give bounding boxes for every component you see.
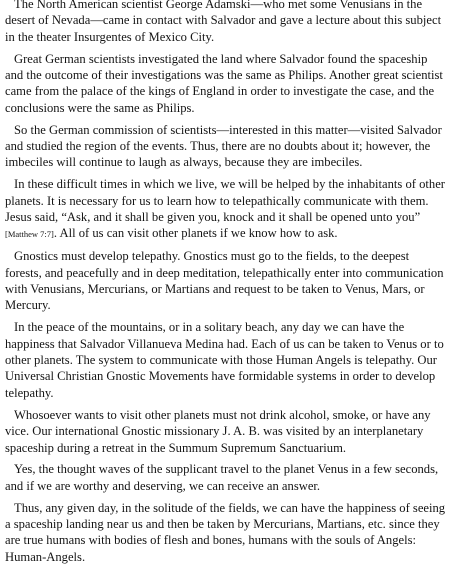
paragraph-peace-mountains: In the peace of the mountains, or in a solitary beach, any day we can have the happiness that Salvador Villanueva Medina had. Each of us can be taken to Venus or to other planets. The system to communicate with those Human Angels is telepathy. Our Universal Christian Gnostic Movements have formidable systems in order to develop telepathy. xyxy=(5,319,447,401)
bible-citation: [Matthew 7:7] xyxy=(5,229,54,239)
paragraph-whosoever: Whosoever wants to visit other planets must not drink alcohol, smoke, or have any vice. Our international Gnostic missionary J. A. B. was visited by an interplanetary spaceship during a retreat in the Summum Supremum Sanctuarium. xyxy=(5,407,447,456)
paragraph-thought-waves: Yes, the thought waves of the supplicant travel to the planet Venus in a few seconds, and if we are worthy and deserving, we can receive an answer. xyxy=(5,461,447,494)
paragraph-text: In these difficult times in which we live, we will be helped by the inhabitants of other planets. It is necessary for us to learn how to telepathically communicate with them. Jesus said, “Ask, and it shall be given you, knock and it shall be opened unto you” xyxy=(5,177,445,224)
paragraph-german-scientists: Great German scientists investigated the land where Salvador found the spaceship and the outcome of their investigations was the same as Philips. Another great scientist came from the palace of the kings of England in order to investigate the case, and the conclusions were the same as Philips. xyxy=(5,51,447,117)
paragraph-gnostics-telepathy: Gnostics must develop telepathy. Gnostics must go to the fields, to the deepest forests, and peacefully and in deep meditation, telepathically enter into communication with Venusians, Mercurians, or Martians and request to be taken to Venus, Mars, or Mercury. xyxy=(5,248,447,314)
paragraph-german-commission: So the German commission of scientists—interested in this matter—visited Salvador and studied the region of the events. Thus, there are no doubts about it; however, the imbeciles will continue to laugh as always, because they are imbeciles. xyxy=(5,122,447,171)
paragraph-adamski: The North American scientist George Adamski—who met some Venusians in the desert of Nevada—came in contact with Salvador and gave a lecture about this subject in the theater Insurgentes of Mexico City. xyxy=(5,0,447,45)
paragraph-solitude-fields: Thus, any given day, in the solitude of the fields, we can have the happiness of seeing a spaceship landing near us and then be taken by Mercurians, Martians, etc. since they are true humans with bodies of flesh and bones, humans with the souls of Angels: Human-Angels. xyxy=(5,500,447,565)
document-page xyxy=(5,0,447,505)
paragraph-tail: . All of us can visit other planets if we know how to ask. xyxy=(54,226,338,240)
paragraph-telepathy-jesus xyxy=(5,176,447,243)
